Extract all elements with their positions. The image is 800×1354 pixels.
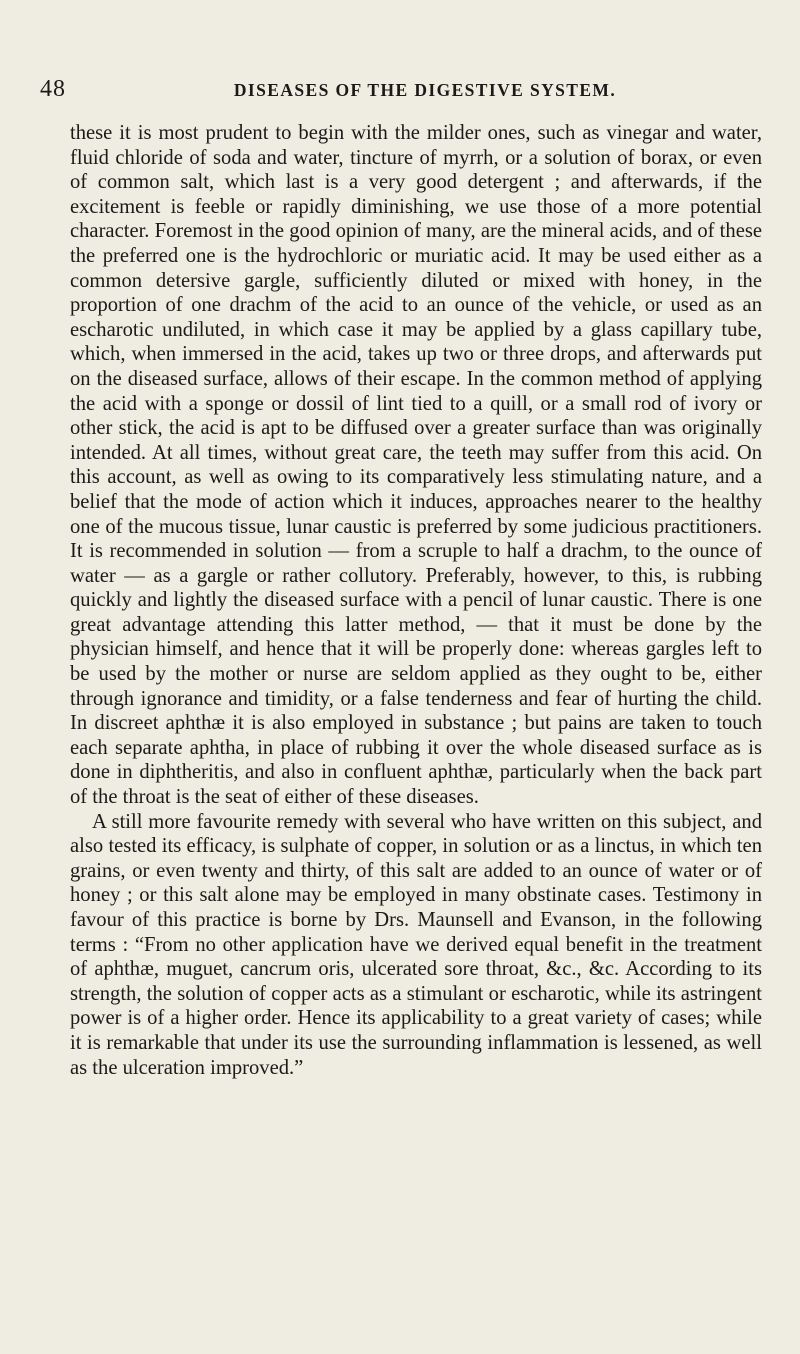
page-number: 48 bbox=[40, 76, 66, 102]
running-title: DISEASES OF THE DIGESTIVE SYSTEM. bbox=[233, 80, 617, 100]
paragraph-sulphate-of-copper: A still more favourite remedy with several who have written on this subject, and also tested its efficacy, is sulphate of copper, in solution or as a linctus, in which ten grains, or even twenty and thirty, of this salt are added to an ounce of water or of honey ; or this salt alone may be employed in many obstinate cases. Testimony in favour of this practice is borne by Drs. Maunsell and Evanson, in the following terms : “From no other application have we derived equal benefit in the treatment of aphthæ, muguet, cancrum oris, ulcerated sore throat, &c., &c. According to its strength, the solution of copper acts as a stimulant or escharotic, while its astringent power is of a higher order. Hence its applicability to a great variety of cases; while it is remarkable that under its use the surrounding inflammation is lessened, as well as the ulceration improved.” bbox=[70, 810, 762, 1079]
paragraph-continuation: these it is most prudent to begin with the milder ones, such as vinegar and water, fluid chloride of soda and water, tincture of myrrh, or a solution of borax, or even of common salt, which last is a very good detergent ; and afterwards, if the excitement is feeble or rapidly diminishing, we use those of a more potential character. Foremost in the good opinion of many, are the mineral acids, and of these the preferred one is the hydrochloric or muriatic acid. It may be used either as a common detersive gargle, sufficiently diluted or mixed with honey, in the proportion of one drachm of the acid to an ounce of the vehicle, or used as an escharotic undiluted, in which case it may be applied by a glass capillary tube, which, when immersed in the acid, takes up two or three drops, and afterwards put on the diseased surface, allows of their escape. In the common method of applying the acid with a sponge or dossil of lint tied to a quill, or a small rod of ivory or other stick, the acid is apt to be diffused over a greater surface than was originally intended. At all times, without great care, the teeth may suffer from this acid. On this account, as well as owing to its comparatively less stimulating nature, and a belief that the mode of action which it induces, approaches nearer to the healthy one of the mucous tissue, lunar caustic is preferred by some judicious practitioners. It is recommended in solution — from a scruple to half a drachm, to the ounce of water — as a gargle or rather collutory. Preferably, however, to this, is rubbing quickly and lightly the diseased surface with a pencil of lunar caustic. There is one great advantage attending this latter method, — that it must be done by the physician himself, and hence that it will be properly done: whereas gargles left to be used by the mother or nurse are seldom applied as they ought to be, either through ignorance and timidity, or a false tenderness and fear of hurting the child. In discreet aphthæ it is also employed in substance ; but pains are taken to touch each separate aphtha, in place of rubbing it over the whole diseased surface as is done in diphtheritis, and also in confluent aphthæ, particularly when the back part of the throat is the seat of either of these diseases. bbox=[70, 122, 762, 809]
running-head bbox=[40, 76, 760, 106]
body-text bbox=[70, 121, 762, 1080]
